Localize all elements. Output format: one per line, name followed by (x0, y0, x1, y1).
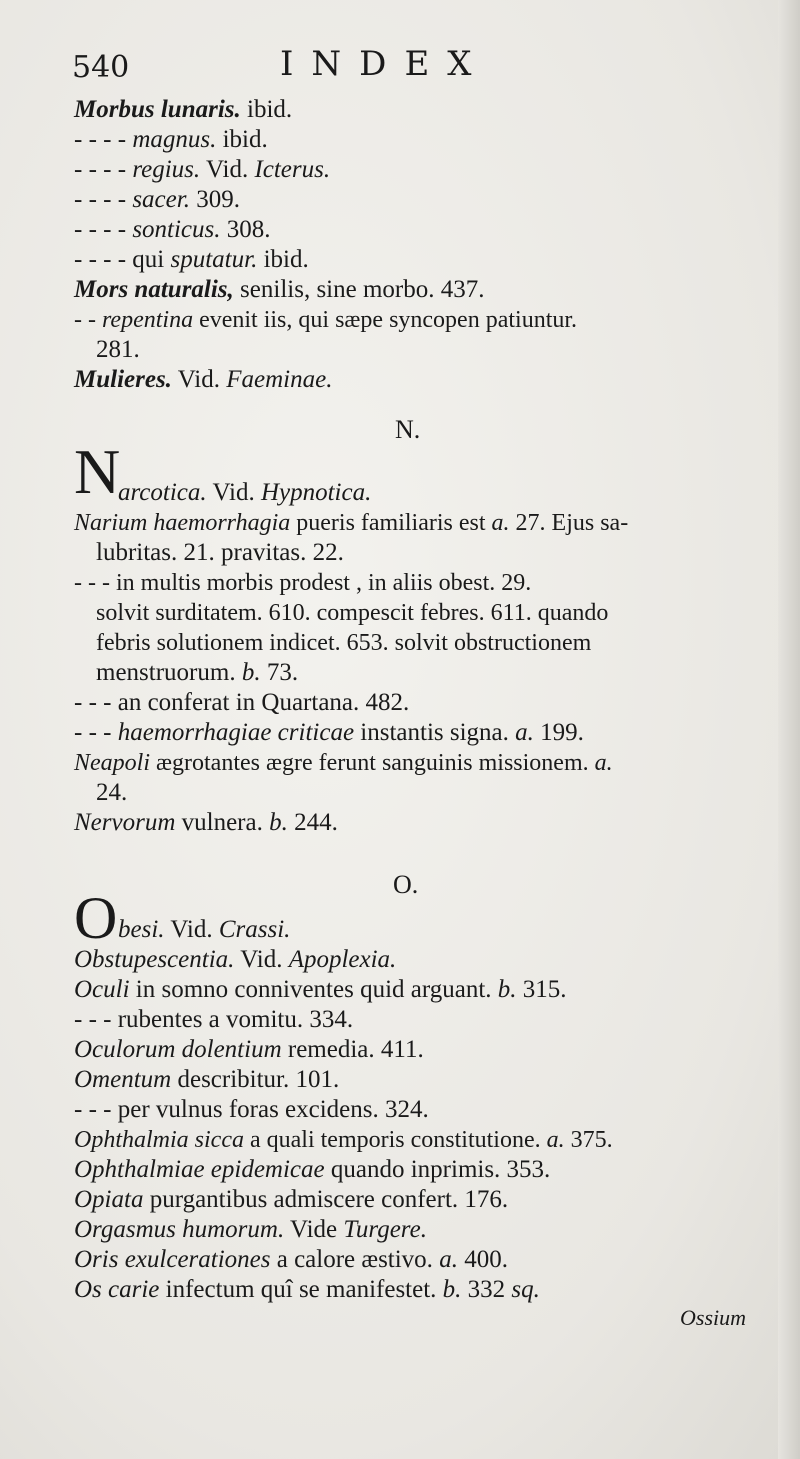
catchword: Ossium (680, 1305, 747, 1330)
index-entry-continuation: menstruorum. b. 73. (96, 659, 299, 686)
index-entry: arcotica. Vid. Hypnotica. (118, 479, 372, 506)
index-entry: - - - rubentes a vomitu. 334. (74, 1006, 354, 1033)
index-entry: Morbus lunaris. ibid. (74, 96, 293, 123)
index-entry: - - - haemorrhagiae criticae instantis signa. a. 199. (74, 719, 584, 746)
index-entry: Mors naturalis, senilis, sine morbo. 437. (74, 276, 485, 303)
page-title: INDEX (280, 44, 490, 84)
index-entry: Oris exulcerationes a calore æstivo. a. 400. (74, 1246, 508, 1273)
index-entry: besi. Vid. Crassi. (118, 916, 291, 943)
index-entry: Mulieres. Vid. Faeminae. (74, 366, 333, 393)
index-entry: Narium haemorrhagia pueris familiaris est a. 27. Ejus sa- (74, 510, 629, 536)
index-entry-continuation: 281. (96, 336, 140, 363)
index-entry: Neapoli ægrotantes ægre ferunt sanguinis missionem. a. (74, 750, 613, 776)
index-entry: - - - per vulnus foras excidens. 324. (74, 1096, 429, 1123)
drop-cap-n: N (74, 436, 121, 507)
index-entry: Os carie infectum quî se manifestet. b. 332 sq. (74, 1276, 540, 1303)
page-number: 540 (72, 50, 130, 85)
index-entry: - - repentina evenit iis, qui sæpe syncopen patiuntur. (74, 307, 578, 333)
section-heading-o: O. (393, 870, 419, 899)
index-entry: Oculi in somno conniventes quid arguant. b. 315. (74, 976, 567, 1003)
index-entry: Obstupescentia. Vid. Apoplexia. (74, 946, 397, 973)
index-entry-continuation: lubritas. 21. pravitas. 22. (96, 539, 344, 566)
drop-cap-o: O (74, 885, 118, 951)
index-entry-continuation: solvit surditatem. 610. compescit febres. 611. quando (96, 600, 609, 626)
index-entry: - - - - magnus. ibid. (74, 126, 268, 153)
index-entry: - - - - sonticus. 308. (74, 216, 271, 243)
section-heading-n: N. (395, 415, 421, 444)
index-entry: - - - - qui sputatur. ibid. (74, 246, 309, 273)
index-entry-continuation: febris solutionem indicet. 653. solvit obstructionem (96, 630, 592, 656)
index-entry: - - - - sacer. 309. (74, 186, 240, 213)
index-entry: Omentum describitur. 101. (74, 1066, 340, 1093)
index-entry: Ophthalmiae epidemicae quando inprimis. 353. (74, 1156, 551, 1183)
index-entry: - - - - regius. Vid. Icterus. (74, 156, 331, 183)
index-entry: Orgasmus humorum. Vide Turgere. (74, 1216, 427, 1243)
index-entry: - - - an conferat in Quartana. 482. (74, 689, 410, 716)
index-entry: Ophthalmia sicca a quali temporis constitutione. a. 375. (74, 1127, 613, 1153)
index-entry-continuation: 24. (96, 779, 128, 806)
page-gutter (778, 0, 800, 1459)
index-entry: Opiata purgantibus admiscere confert. 176. (74, 1186, 509, 1213)
index-entry: Nervorum vulnera. b. 244. (74, 809, 338, 836)
index-entry: Oculorum dolentium remedia. 411. (74, 1036, 424, 1063)
index-entry: - - - in multis morbis prodest , in aliis obest. 29. (74, 570, 532, 596)
